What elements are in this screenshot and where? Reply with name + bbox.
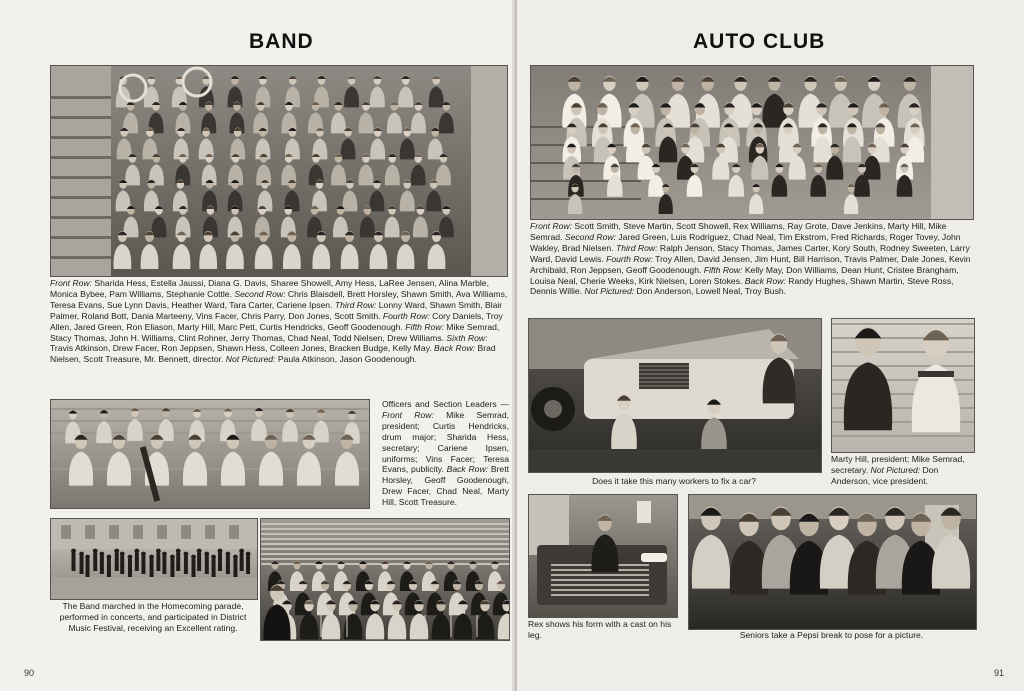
marcher xyxy=(170,559,174,577)
marcher xyxy=(100,556,104,574)
marcher-hat xyxy=(204,552,209,557)
bleacher-step xyxy=(51,256,111,259)
bleacher-line xyxy=(51,468,369,470)
row-label: Back Row: xyxy=(446,464,489,475)
page-number-right: 91 xyxy=(994,668,1005,678)
riser xyxy=(261,553,509,555)
row-label: Second Row: xyxy=(564,231,616,242)
row-label: Front Row: xyxy=(530,221,573,231)
pepsi-caption: Seniors take a Pepsi break to pose for a picture. xyxy=(739,630,924,640)
row-label: Fourth Row: xyxy=(606,253,653,264)
marcher xyxy=(150,559,154,577)
bleacher-line xyxy=(531,180,641,182)
marcher xyxy=(80,556,84,574)
marcher-hat xyxy=(141,552,146,557)
row-names: Marty Hill, president; Mike Semrad, secretary. xyxy=(831,454,965,475)
riser xyxy=(261,548,509,550)
riser xyxy=(261,558,509,560)
wall-board xyxy=(832,323,974,325)
row-names: Kelly May, Don Williams, Dean Hunt, Cristee Brangham, Louisa Neal, Cherie Weeks, Kirk Nielsen, Loren Stokes. xyxy=(530,264,959,286)
marcher-hat xyxy=(170,555,175,560)
jacket-stripe xyxy=(918,371,954,377)
wall xyxy=(931,66,973,219)
poster xyxy=(637,501,651,523)
row-label: Back Row: xyxy=(744,275,786,286)
marcher xyxy=(197,553,201,571)
bleacher-step xyxy=(51,176,111,179)
marcher xyxy=(86,559,90,577)
riser xyxy=(261,533,509,535)
wall-board xyxy=(832,435,974,437)
marcher xyxy=(115,553,119,571)
row-names: Cory Daniels, Troy Allen, Jared Green, Ron Eliason, Marty Hill, Marc Pett, Curtis Hendricks, Geoff Goodenough. xyxy=(50,310,503,332)
row-names: Ralph Jenson, Stacy Thomas, James Carter, Kory South, Rodney Sweeten, Larry Ward, David Lewis. xyxy=(530,242,970,264)
row-label: Second Row: xyxy=(234,288,286,299)
row-label: Fifth Row: xyxy=(703,264,743,275)
row-label: Fifth Row: xyxy=(405,321,444,332)
marcher-hat xyxy=(176,549,181,554)
row-label: Third Row: xyxy=(334,299,377,310)
car-repair-caption: Does it take this many workers to fix a car? xyxy=(592,476,756,486)
marcher-hat xyxy=(79,552,84,557)
parade-caption: The Band marched in the Homecoming parade, performed in concerts, and participated in District Music Festival, receiving an Excellent rating. xyxy=(59,601,247,633)
window xyxy=(181,525,191,539)
riser xyxy=(261,538,509,540)
marcher-hat xyxy=(149,555,154,560)
window xyxy=(85,525,95,539)
row-names: Don Anderson, Lowell Neal, Troy Bush. xyxy=(634,286,787,297)
band-officers-photo xyxy=(50,399,370,509)
marcher xyxy=(218,553,222,571)
bleacher-step xyxy=(51,236,111,239)
bleacher-step xyxy=(51,96,111,99)
window xyxy=(61,525,71,539)
row-names: Don Anderson, vice president. xyxy=(831,464,939,486)
marcher-hat xyxy=(197,549,202,554)
marcher xyxy=(184,556,188,574)
row-label: Fourth Row: xyxy=(382,310,430,321)
marcher-hat xyxy=(184,552,189,557)
riser xyxy=(261,543,509,545)
marcher xyxy=(128,559,132,577)
row-names: Travis Atkinson, Drew Facer, Ron Jeppsen, Shawn Hess, Colleen Jones, Bracken Budge, Kelly May. xyxy=(50,343,435,354)
wall-board xyxy=(832,351,974,353)
marcher xyxy=(162,556,166,574)
marcher-hat xyxy=(93,549,98,554)
row-names: Scott Smith, Steve Martin, Scott Showell, Rex Williams, Ray Grote, Dave Jenkins, Marty Hill, Mike Semrad. xyxy=(530,221,947,242)
row-label: Not Pictured: xyxy=(225,354,276,365)
marcher xyxy=(135,553,139,571)
band-officers-caption xyxy=(382,399,509,508)
leg-cast xyxy=(641,553,667,562)
window xyxy=(229,525,239,539)
bleacher-line xyxy=(51,456,369,458)
row-names: Randy Hughes, Shawn Martin, Steve Ross, Dennis Willie. xyxy=(530,275,954,297)
marcher xyxy=(192,559,196,577)
hubcap xyxy=(544,400,562,418)
bleacher-line xyxy=(531,198,641,200)
row-label: Front Row: xyxy=(50,278,93,288)
car-grille xyxy=(639,363,689,389)
auto-club-roster-caption xyxy=(530,221,978,297)
marcher-hat xyxy=(71,549,76,554)
marcher xyxy=(240,553,244,571)
floor xyxy=(529,449,821,472)
window xyxy=(133,525,143,539)
row-label: Front Row: xyxy=(382,409,434,420)
riser xyxy=(261,523,509,525)
marcher xyxy=(246,556,250,574)
marcher-hat xyxy=(156,549,161,554)
window xyxy=(205,525,215,539)
marcher xyxy=(107,559,111,577)
marcher-hat xyxy=(114,549,119,554)
wall-board xyxy=(832,365,974,367)
bleacher-step xyxy=(51,136,111,139)
marcher-hat xyxy=(211,555,216,560)
marcher xyxy=(205,556,209,574)
bleacher-step xyxy=(51,216,111,219)
buildings xyxy=(51,519,257,549)
parade-photo xyxy=(50,518,258,600)
marcher-hat xyxy=(107,555,112,560)
bleacher-step xyxy=(51,156,111,159)
marcher xyxy=(176,553,180,571)
row-names: Lonny Ward, Shawn Smith, Blair Palmer, Roland Bott, Dania Marteeny, Vins Facer, Chris Parry, Don Jones, Scott Smith. xyxy=(50,299,503,321)
marcher-hat xyxy=(128,555,133,560)
band-heading: BAND xyxy=(249,30,314,53)
marcher-hat xyxy=(226,552,231,557)
car-repair-photo xyxy=(528,318,822,473)
marcher xyxy=(212,559,216,577)
row-names: Brett Horsley, Geoff Goodenough, Drew Facer, Chad Neal, Marty Hill, Scott Treasure. xyxy=(382,464,509,508)
marcher xyxy=(141,556,145,574)
row-names: Mike Semrad, president; Curtis Hendricks, drum major; Sharida Hess, secretary; Cariene Ipsen, uniforms; Vins Facer; Teresa Evans, publicity. xyxy=(382,409,509,475)
bleacher-line xyxy=(51,444,369,446)
auto-club-officers-photo xyxy=(831,318,975,453)
marcher xyxy=(93,553,97,571)
wall-panel xyxy=(471,66,507,276)
row-names: Officers and Section Leaders — xyxy=(382,399,509,409)
marcher xyxy=(226,556,230,574)
row-names: Paula Atkinson, Jason Goodenough. xyxy=(275,354,417,365)
right-page xyxy=(517,0,1024,691)
pepsi-break-photo xyxy=(688,494,977,630)
riser xyxy=(261,528,509,530)
row-names: Sharida Hess, Estella Jaussi, Diana G. Davis, Sharee Showell, Amy Hess, LaRee Jensen, Alina Marble, Monica Bybee, Pam Williams, Stephanie Cottle. xyxy=(50,278,489,299)
band-group-photo xyxy=(50,65,508,277)
auto-club-officers-caption xyxy=(831,454,977,487)
window xyxy=(157,525,167,539)
row-label: Sixth Row: xyxy=(446,332,488,343)
window xyxy=(109,525,119,539)
page-number-left: 90 xyxy=(24,668,35,678)
marcher-hat xyxy=(99,552,104,557)
marcher-hat xyxy=(134,549,139,554)
row-names: Jared Green, Luis Rodriguez, Chad Neal, Tim Ekstrom, Fred Richards, Roger Tovey, John Wakley, Brad Nielsen. xyxy=(530,231,961,253)
row-names: Brad Nielsen, Scott Treasure, Mr. Bennett, director. xyxy=(50,343,496,365)
marcher-hat xyxy=(120,552,125,557)
auto-club-group-photo xyxy=(530,65,974,220)
wall-board xyxy=(832,337,974,339)
cast-photo xyxy=(528,494,678,618)
row-label: Not Pictured: xyxy=(870,464,921,475)
row-label: Not Pictured: xyxy=(584,286,635,297)
concert-photo xyxy=(260,518,510,641)
marcher xyxy=(72,553,76,571)
marcher xyxy=(120,556,124,574)
marcher-hat xyxy=(191,555,196,560)
marcher-hat xyxy=(233,555,238,560)
bleacher-step xyxy=(51,196,111,199)
marcher-hat xyxy=(85,555,90,560)
row-names: Chris Blaisdell, Brett Horsley, Shawn Smith, Ava Williams, Teresa Evans, Sue Lynn Davis, Heather Ward, Tara Carter, Cariene Ipsen. xyxy=(50,288,508,310)
marcher-hat xyxy=(246,552,251,557)
row-label: Third Row: xyxy=(615,242,658,253)
band-roster-caption xyxy=(50,278,508,365)
row-label: Back Row: xyxy=(434,343,476,354)
marcher-hat xyxy=(239,549,244,554)
marcher-hat xyxy=(218,549,223,554)
row-names: Mike Semrad, Stacy Thomas, John H. Williams, Clint Rohner, Jerry Thomas, Chad Neal, Todd Nielsen, Drew Williams. xyxy=(50,321,500,343)
street xyxy=(51,577,257,599)
auto-club-heading: AUTO CLUB xyxy=(693,30,826,53)
marcher-hat xyxy=(162,552,167,557)
bleacher-line xyxy=(531,162,641,164)
cast-caption: Rex shows his form with a cast on his leg. xyxy=(528,619,672,640)
marcher xyxy=(156,553,160,571)
bleacher-step xyxy=(51,116,111,119)
row-names: Troy Allen, David Jensen, Jim Hunt, Bill Harrison, Travis Palmer, Dale Jones, Kevin Archibald, Ron Jeppsen, Geoff Goodenough. xyxy=(530,253,971,275)
marcher xyxy=(233,559,237,577)
